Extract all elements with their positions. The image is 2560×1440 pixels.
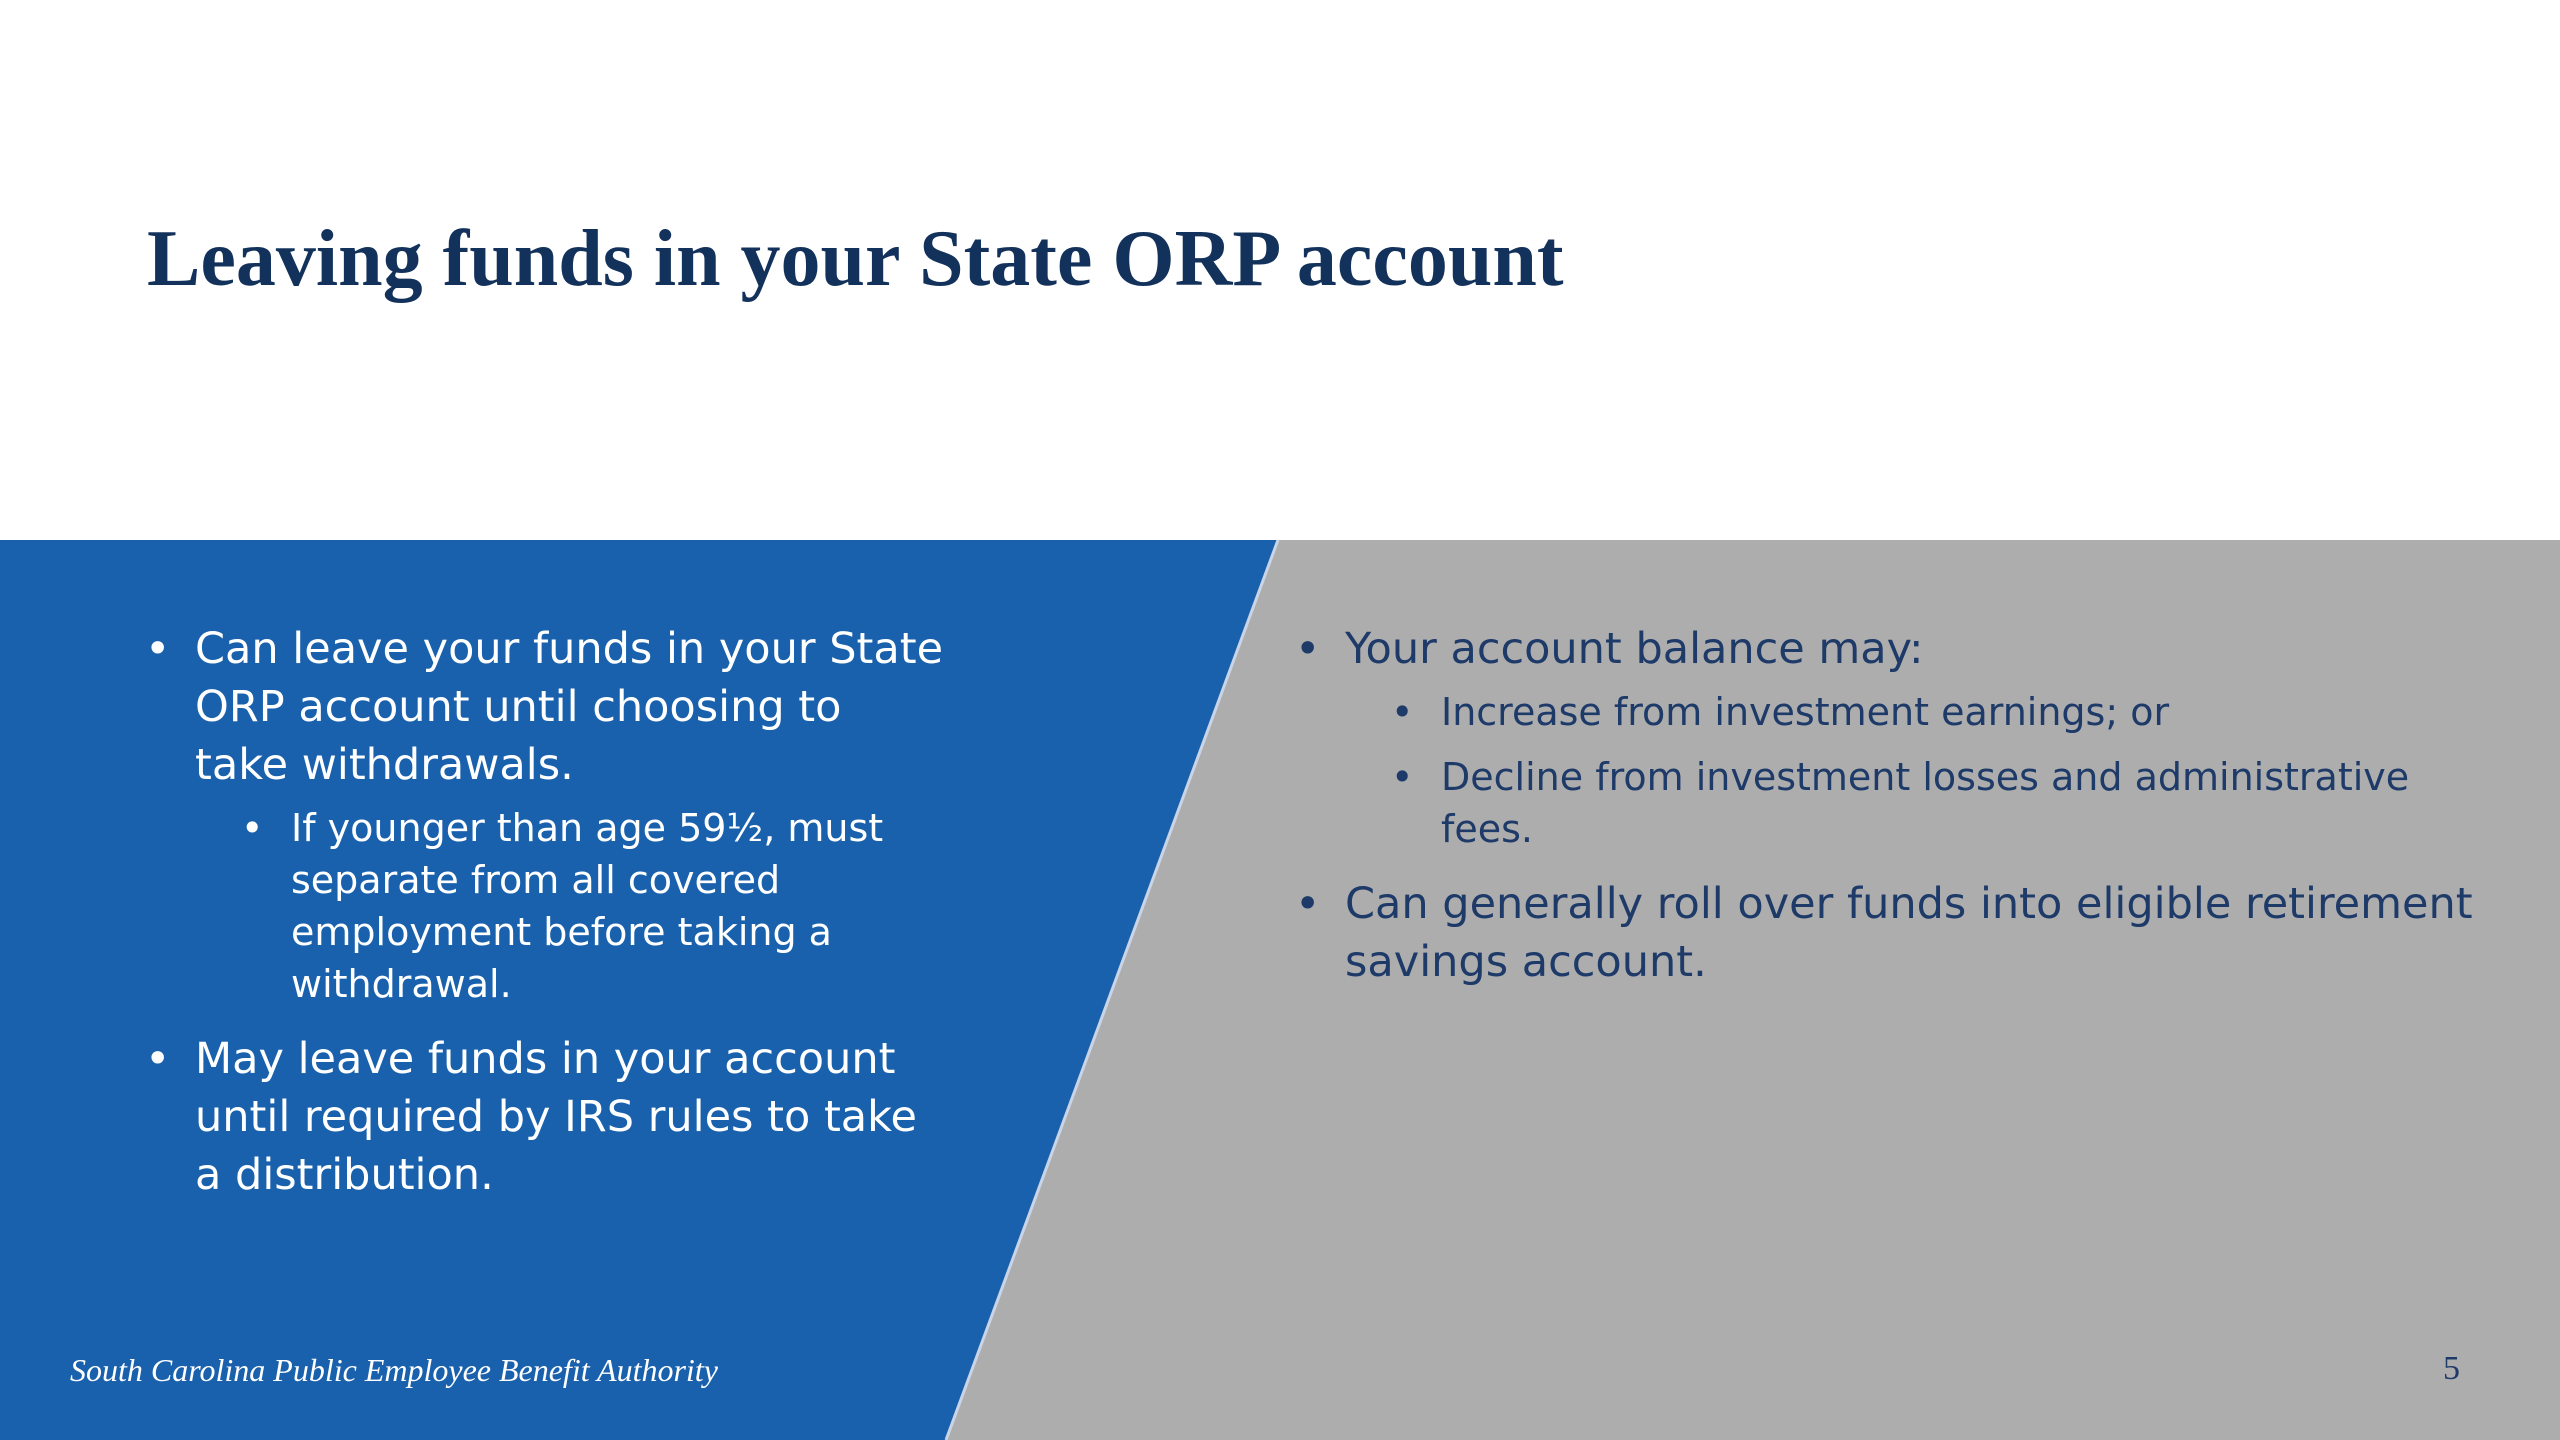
left-bullet-2-text: May leave funds in your account until required by IRS rules to take a distribution. bbox=[195, 1034, 917, 1200]
page-number: 5 bbox=[2443, 1350, 2460, 1387]
right-bullet-1 bbox=[1295, 620, 2475, 855]
right-bullet-2-text: Can generally roll over funds into eligible retirement savings account. bbox=[1345, 879, 2473, 987]
footer-organization: South Carolina Public Employee Benefit Authority bbox=[70, 1352, 718, 1388]
left-bullet-1-text: Can leave your funds in your State ORP account until choosing to take withdrawals. bbox=[195, 624, 944, 790]
right-content bbox=[1295, 620, 2475, 1011]
slide-title: Leaving funds in your State ORP account bbox=[147, 215, 1564, 303]
right-bullet-list bbox=[1295, 620, 2475, 991]
left-bullet-1 bbox=[145, 620, 945, 1010]
left-content bbox=[145, 620, 945, 1224]
left-bullet-2 bbox=[145, 1030, 945, 1204]
right-sub-bullet-1: • Increase from investment earnings; or bbox=[1391, 686, 2475, 738]
right-bullet-2 bbox=[1295, 875, 2475, 991]
left-sub-list bbox=[241, 802, 945, 1010]
left-bullet-list bbox=[145, 620, 945, 1204]
left-sub-bullet-1: • If younger than age 59½, must separate from all covered employment before taking a withdrawal. bbox=[241, 802, 945, 1010]
right-sub-bullet-2: • Decline from investment losses and administrative fees. bbox=[1391, 751, 2475, 855]
right-sub-list bbox=[1391, 686, 2475, 855]
right-bullet-1-text: Your account balance may: bbox=[1345, 624, 1924, 674]
